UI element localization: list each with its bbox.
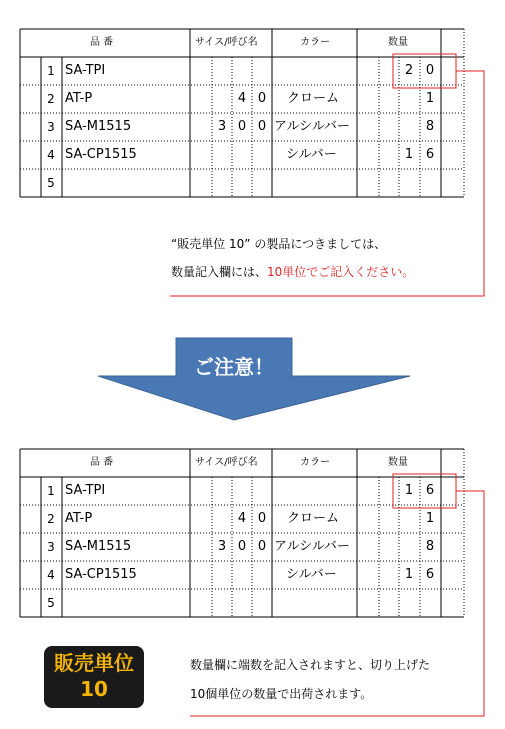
row-number: 1 xyxy=(47,484,55,498)
note-1-line-1: “販売単位 10” の製品につきましては、 xyxy=(171,237,387,251)
color-name: アルシルバー xyxy=(274,119,350,134)
header-color: カラー xyxy=(300,37,330,48)
size-digit: 0 xyxy=(257,119,267,134)
size-digit: 0 xyxy=(257,91,267,106)
row-number: 2 xyxy=(47,92,55,106)
qty-digit: 6 xyxy=(425,483,435,498)
color-name: クローム xyxy=(287,511,340,526)
qty-digit: 1 xyxy=(425,91,435,106)
row-number: 3 xyxy=(47,120,55,134)
row-number: 5 xyxy=(47,596,55,610)
size-digit: 0 xyxy=(237,119,247,134)
part-number: SA-TPI xyxy=(65,63,106,78)
row-number: 2 xyxy=(47,512,55,526)
qty-digit: 1 xyxy=(404,483,414,498)
qty-digit: 1 xyxy=(425,511,435,526)
header-qty: 数量 xyxy=(388,457,408,468)
row-number: 3 xyxy=(47,540,55,554)
qty-digit: 6 xyxy=(425,567,435,582)
part-number: SA-M1515 xyxy=(65,539,132,554)
color-name: シルバー xyxy=(286,147,337,162)
note-1-line-2 xyxy=(171,264,414,280)
row-number: 5 xyxy=(47,176,55,190)
color-name: アルシルバー xyxy=(274,539,350,554)
qty-digit: 8 xyxy=(425,539,435,554)
part-number: SA-CP1515 xyxy=(65,567,137,582)
part-number: SA-TPI xyxy=(65,483,106,498)
qty-digit: 8 xyxy=(425,119,435,134)
qty-digit: 1 xyxy=(404,567,414,582)
part-number: SA-M1515 xyxy=(65,119,132,134)
header-size: サイス/呼び名 xyxy=(195,37,258,48)
size-digit: 0 xyxy=(257,511,267,526)
note-2-line-2: 10個単位の数量で出荷されます。 xyxy=(190,687,373,701)
part-number: AT-P xyxy=(65,511,93,526)
header-part: 品 番 xyxy=(90,37,114,48)
note-1-line-2-highlight: 10単位でご記入ください。 xyxy=(267,265,415,279)
qty-digit: 6 xyxy=(425,147,435,162)
part-number: AT-P xyxy=(65,91,93,106)
size-digit: 0 xyxy=(257,539,267,554)
caution-label: ご注意！ xyxy=(194,355,274,379)
note-1-line-2-text: 数量記入欄には、 xyxy=(171,265,268,279)
qty-digit: 0 xyxy=(425,63,435,78)
header-part: 品 番 xyxy=(90,457,114,468)
note-2-line-1: 数量欄に端数を記入されますと、切り上げた xyxy=(190,658,431,672)
size-digit: 3 xyxy=(217,539,227,554)
badge-line-2: 10 xyxy=(80,677,108,701)
row-number: 1 xyxy=(47,64,55,78)
qty-digit: 1 xyxy=(404,147,414,162)
header-color: カラー xyxy=(300,457,330,468)
header-qty: 数量 xyxy=(388,37,408,48)
color-name: シルバー xyxy=(286,567,337,582)
size-digit: 3 xyxy=(217,119,227,134)
row-number: 4 xyxy=(47,568,55,582)
part-number: SA-CP1515 xyxy=(65,147,137,162)
size-digit: 4 xyxy=(237,511,247,526)
color-name: クローム xyxy=(287,91,340,106)
row-number: 4 xyxy=(47,148,55,162)
size-digit: 4 xyxy=(237,91,247,106)
header-size: サイス/呼び名 xyxy=(195,457,258,468)
badge-line-1: 販売単位 xyxy=(54,651,134,675)
qty-digit: 2 xyxy=(404,63,414,78)
sales-unit-badge xyxy=(44,646,144,708)
size-digit: 0 xyxy=(237,539,247,554)
